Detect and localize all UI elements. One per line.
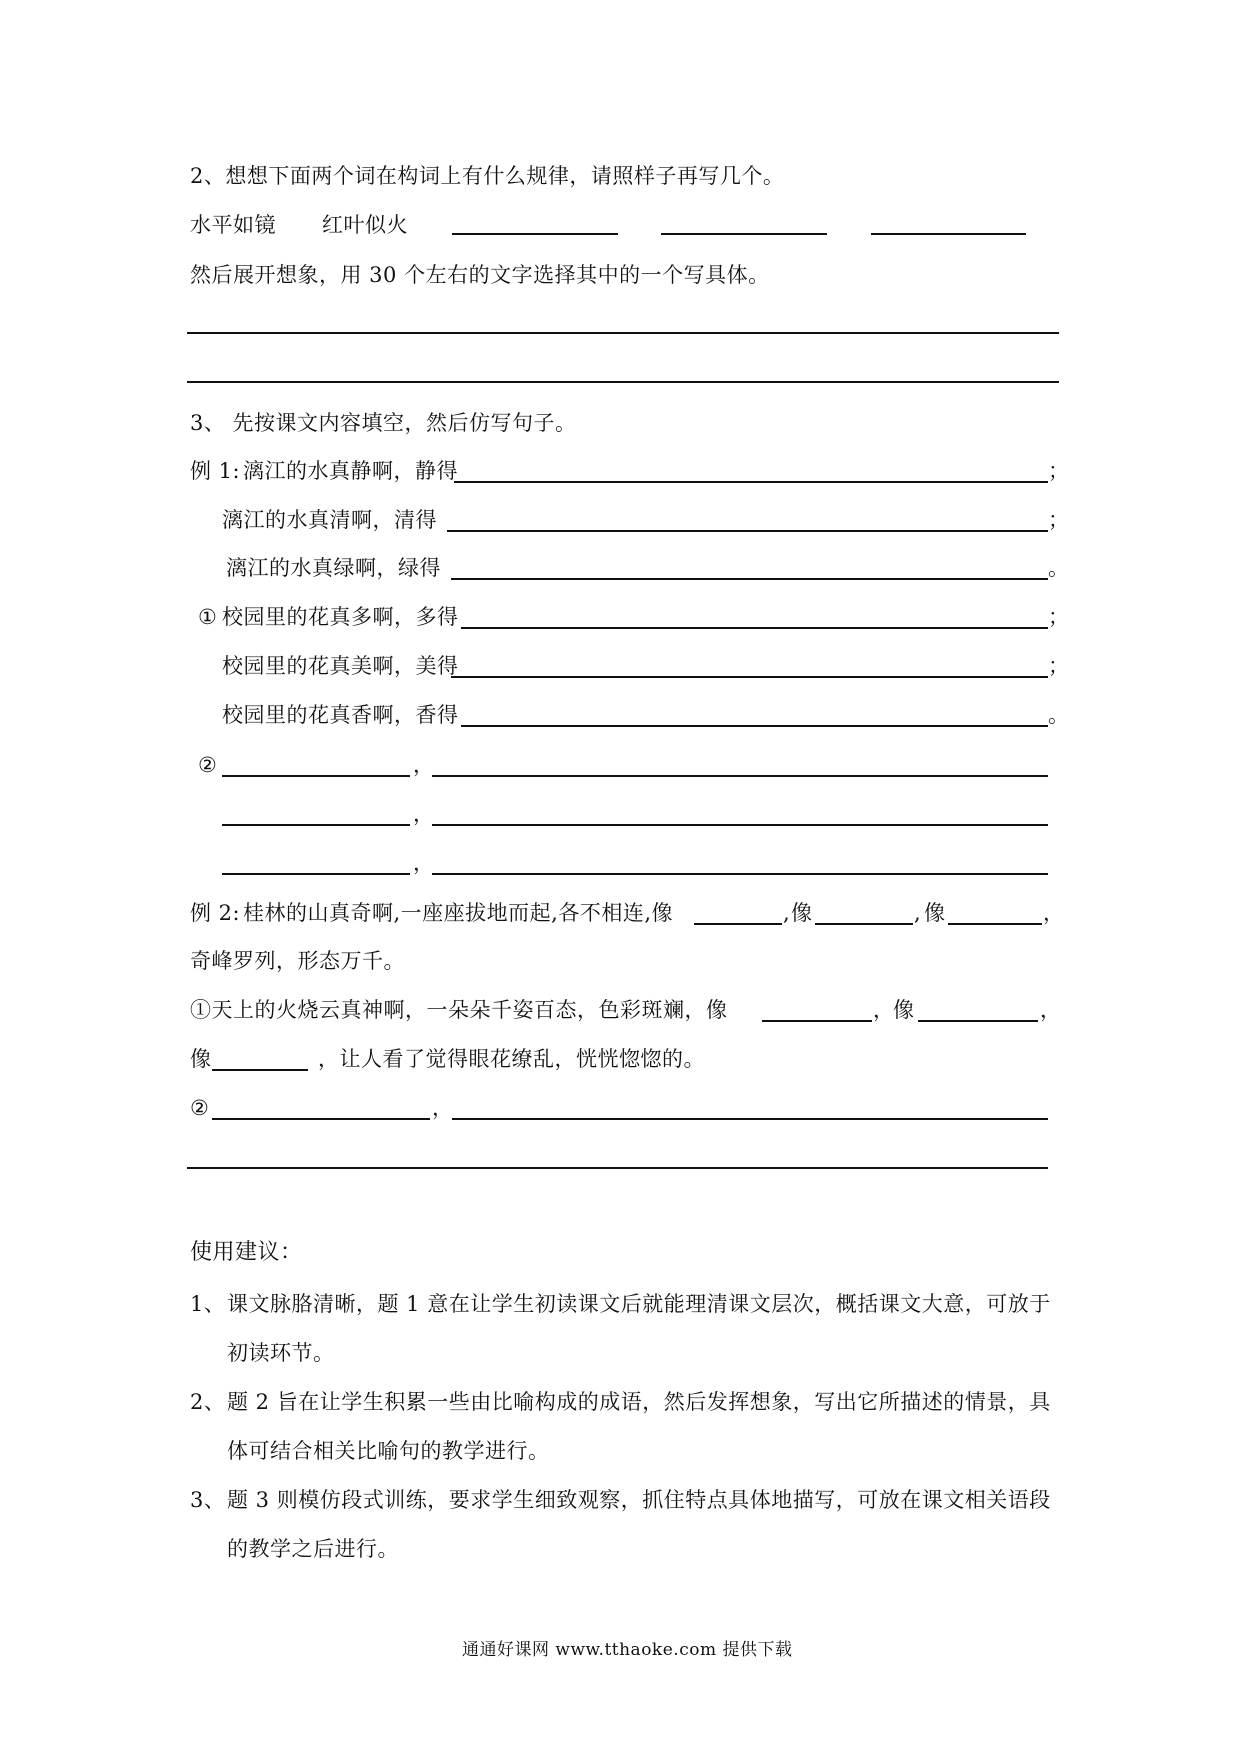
q3-im3-like-3: 像: [190, 1047, 212, 1071]
q3-ex1-label: 例 1:: [190, 459, 241, 483]
q3-im1-line-3-end: 。: [1048, 703, 1070, 727]
q2-blank-1-line: [452, 233, 618, 235]
suggestions-heading: 使用建议：: [190, 1240, 303, 1265]
q3-im1-line-1-blank[interactable]: [461, 627, 1048, 629]
q3-ex1-line-2-blank[interactable]: [447, 530, 1048, 532]
q3-im2-row-2-blank-a[interactable]: [222, 824, 410, 826]
q3-im4-marker: ②: [190, 1096, 210, 1120]
suggestion-2-num: 2、: [190, 1390, 226, 1414]
q3-im3-blank-2[interactable]: [918, 1020, 1038, 1022]
q3-im4-comma: ，: [432, 1096, 454, 1120]
q3-im4-blank-c[interactable]: [187, 1167, 1048, 1169]
q3-ex2-like-2: 像: [791, 901, 813, 925]
q3-im2-row-2-blank-b[interactable]: [432, 824, 1048, 826]
suggestion-1-line-1: 课文脉胳清晰，题 1 意在让学生初读课文后就能理清课文层次，概括课文大意，可放于: [227, 1292, 1051, 1316]
q3-ex2-end: ，: [1043, 901, 1065, 925]
q3-im3-line-2-rest: ，让人看了觉得眼花缭乱，恍恍惚惚的。: [318, 1047, 705, 1071]
q2-blank-2[interactable]: [661, 208, 827, 234]
q3-im1-line-2-text: 校园里的花真美啊，美得: [222, 654, 459, 678]
q3-title: 3、 先按课文内容填空，然后仿写句子。: [190, 411, 577, 435]
suggestion-1-line-2: 初读环节。: [227, 1341, 335, 1365]
q3-ex2-blank-3[interactable]: [948, 923, 1042, 925]
q2-blank-1[interactable]: [452, 208, 618, 234]
q3-im3-comma-2: ，: [1040, 998, 1062, 1022]
q3-im3-blank-1[interactable]: [762, 1020, 872, 1022]
q3-im2-row-3-blank-b[interactable]: [432, 873, 1048, 875]
q3-im1-line-3-text: 校园里的花真香啊，香得: [222, 703, 459, 727]
q3-im1-line-2-blank[interactable]: [451, 676, 1048, 678]
q3-im2-row-2-comma: ，: [413, 802, 435, 826]
q3-im1-line-1-text: 校园里的花真多啊，多得: [222, 605, 459, 629]
q2-instruction: 然后展开想象，用 30 个左右的文字选择其中的一个写具体。: [190, 263, 770, 287]
q2-example-word-1: 水平如镜: [190, 213, 276, 237]
suggestion-1-num: 1、: [190, 1292, 226, 1316]
q3-im3-line-1-text: ①天上的火烧云真神啊，一朵朵千姿百态，色彩斑斓，像: [190, 998, 728, 1022]
q2-answer-line-2-rule: [187, 381, 1059, 383]
q3-ex1-line-1-end: ；: [1048, 459, 1070, 483]
q3-ex2-label: 例 2:: [190, 901, 241, 925]
q3-ex1-line-2-end: ；: [1048, 508, 1070, 532]
q2-example-word-2: 红叶似火: [322, 213, 408, 237]
q3-ex1-line-1-blank[interactable]: [454, 481, 1048, 483]
suggestion-2-line-2: 体可结合相关比喻句的教学进行。: [227, 1439, 550, 1463]
q3-im2-row-1-blank-a[interactable]: [222, 775, 410, 777]
q2-answer-line-2[interactable]: [187, 356, 1059, 382]
q3-im4-blank-b[interactable]: [452, 1118, 1048, 1120]
q2-title: 2、想想下面两个词在构词上有什么规律，请照样子再写几个。: [190, 164, 785, 188]
q3-im2-marker: ②: [198, 753, 218, 777]
q3-im1-line-3-blank[interactable]: [461, 725, 1048, 727]
suggestion-2-line-1: 题 2 旨在让学生积累一些由比喻构成的成语，然后发挥想象，写出它所描述的情景，具: [227, 1390, 1051, 1414]
q3-im1-line-1-end: ；: [1048, 605, 1070, 629]
q3-ex2-line-2: 奇峰罗列，形态万千。: [190, 949, 405, 973]
q3-ex1-line-1-text: 漓江的水真静啊，静得: [243, 459, 458, 483]
suggestion-3-num: 3、: [190, 1488, 226, 1512]
q3-im1-marker: ①: [198, 605, 218, 629]
q3-ex2-sep-1: ,: [783, 901, 791, 925]
q3-ex2-blank-1[interactable]: [694, 923, 782, 925]
q3-ex1-line-3-text: 漓江的水真绿啊，绿得: [226, 556, 441, 580]
q3-ex1-line-3-blank[interactable]: [451, 578, 1048, 580]
q3-im3-comma-1: ，: [873, 998, 895, 1022]
q3-ex1-line-3-end: 。: [1048, 556, 1070, 580]
q3-ex2-line-1-text: 桂林的山真奇啊,一座座拔地而起,各不相连,像: [243, 901, 674, 925]
suggestion-3-line-2: 的教学之后进行。: [227, 1537, 399, 1561]
q3-im3-blank-3[interactable]: [212, 1069, 308, 1071]
q3-im2-row-1-blank-b[interactable]: [432, 775, 1048, 777]
q3-ex2-blank-2[interactable]: [815, 923, 913, 925]
q2-answer-line-1-rule: [187, 332, 1059, 334]
q2-blank-2-line: [661, 233, 827, 235]
q2-blank-3-line: [871, 233, 1026, 235]
q3-im2-row-3-blank-a[interactable]: [222, 873, 410, 875]
q3-ex2-like-3: 像: [924, 901, 946, 925]
q2-blank-3[interactable]: [871, 208, 1026, 234]
suggestion-3-line-1: 题 3 则模仿段式训练，要求学生细致观察，抓住特点具体地描写，可放在课文相关语段: [227, 1488, 1051, 1512]
page-footer: 通通好课网 www.tthaoke.com 提供下载: [462, 1640, 793, 1660]
q3-im2-row-1-comma: ，: [413, 753, 435, 777]
q3-ex2-sep-2: ,: [914, 901, 922, 925]
q3-im1-line-2-end: ；: [1048, 654, 1070, 678]
q3-im3-like-2: 像: [893, 998, 915, 1022]
q3-im4-blank-a[interactable]: [212, 1118, 430, 1120]
q2-answer-line-1[interactable]: [187, 307, 1059, 333]
q3-ex1-line-2-text: 漓江的水真清啊，清得: [222, 508, 437, 532]
q3-im2-row-3-comma: ，: [413, 851, 435, 875]
